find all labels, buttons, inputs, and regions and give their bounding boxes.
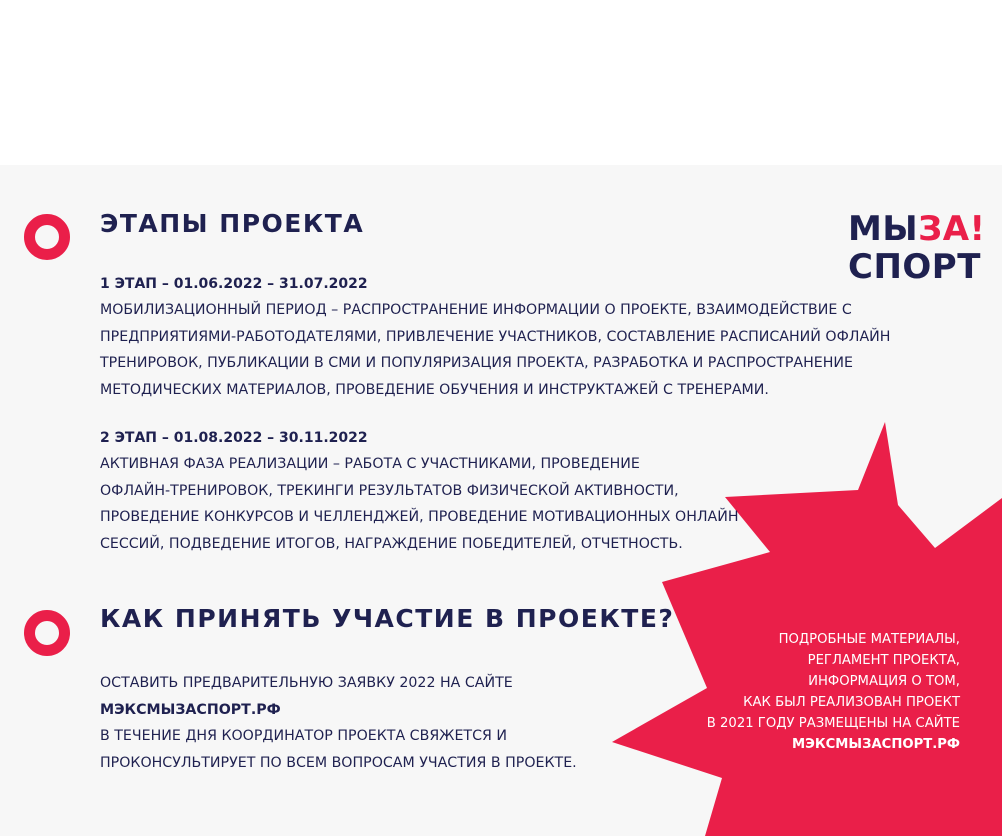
bullet-ring-icon [24,214,70,260]
side-note: ПОДРОБНЫЕ МАТЕРИАЛЫ, РЕГЛАМЕНТ ПРОЕКТА, ИНФОРМАЦИЯ О ТОМ, КАК БЫЛ РЕАЛИЗОВАН ПРОЕКТ В 2021 ГОДУ РАЗМЕЩЕНЫ НА САЙТЕ МЭКСМЫЗАСПОРТ.РФ [660,629,960,755]
logo-line-2: СПОРТ [848,247,981,287]
participation-heading: КАК ПРИНЯТЬ УЧАСТИЕ В ПРОЕКТЕ? [100,604,675,633]
side-note-site-link[interactable]: МЭКСМЫЗАСПОРТ.РФ [792,737,960,752]
stage-2-description: АКТИВНАЯ ФАЗА РЕАЛИЗАЦИИ – РАБОТА С УЧАСТНИКАМИ, ПРОВЕДЕНИЕ ОФЛАЙН-ТРЕНИРОВОК, ТРЕКИНГИ РЕЗУЛЬТАТОВ ФИЗИЧЕСКОЙ АКТИВНОСТИ, ПРОВЕДЕНИЕ КОНКУРСОВ И ЧЕЛЛЕНДЖЕЙ, ПРОВЕДЕНИЕ МОТИВАЦИОННЫХ ОНЛАЙН СЕССИЙ, ПОДВЕДЕНИЕ ИТОГОВ, НАГРАЖДЕНИЕ ПОБЕДИТЕЛЕЙ, ОТЧЕТНОСТЬ. [100,456,739,552]
bullet-ring-icon [24,610,70,656]
participation-description: ОСТАВИТЬ ПРЕДВАРИТЕЛЬНУЮ ЗАЯВКУ 2022 НА САЙТЕ МЭКСМЫЗАСПОРТ.РФ В ТЕЧЕНИЕ ДНЯ КООРДИНАТОР ПРОЕКТА СВЯЖЕТСЯ И ПРОКОНСУЛЬТИРУЕТ ПО ВСЕМ ВОПРОСАМ УЧАСТИЯ В ПРОЕКТЕ. [100,675,577,771]
stage-2-title: 2 ЭТАП – 01.08.2022 – 30.11.2022 [100,430,368,446]
logo-line-1: МЫЗА! [848,209,986,249]
stages-heading: ЭТАПЫ ПРОЕКТА [100,209,365,238]
logo [848,210,986,286]
stage-1-title: 1 ЭТАП – 01.06.2022 – 31.07.2022 [100,276,368,292]
stage-1-description: МОБИЛИЗАЦИОННЫЙ ПЕРИОД – РАСПРОСТРАНЕНИЕ ИНФОРМАЦИИ О ПРОЕКТЕ, ВЗАИМОДЕЙСТВИЕ С ПРЕДПРИЯТИЯМИ-РАБОТОДАТЕЛЯМИ, ПРИВЛЕЧЕНИЕ УЧАСТНИКОВ, СОСТАВЛЕНИЕ РАСПИСАНИЙ ОФЛАЙН ТРЕНИРОВОК, ПУБЛИКАЦИИ В СМИ И ПОПУЛЯРИЗАЦИЯ ПРОЕКТА, РАЗРАБОТКА И РАСПРОСТРАНЕНИЕ МЕТОДИЧЕСКИХ МАТЕРИАЛОВ, ПРОВЕДЕНИЕ ОБУЧЕНИЯ И ИНСТРУКТАЖЕЙ С ТРЕНЕРАМИ. [100,302,891,398]
participation-site-link[interactable]: МЭКСМЫЗАСПОРТ.РФ [100,701,281,718]
